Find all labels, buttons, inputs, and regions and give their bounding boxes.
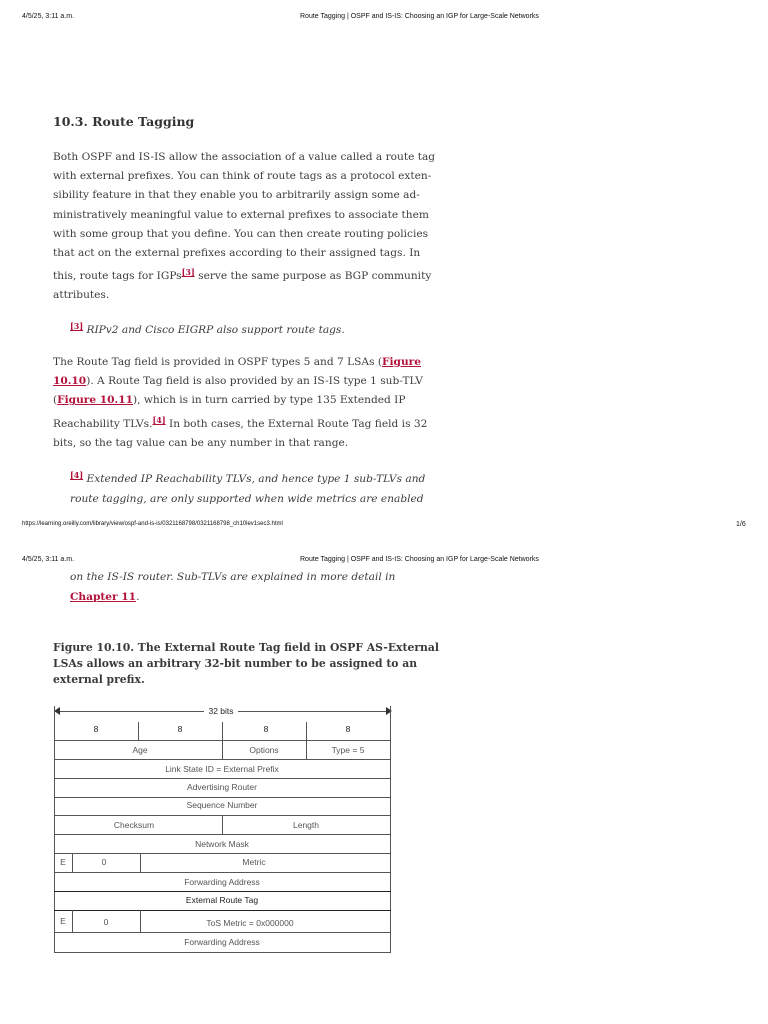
text-line: with external prefixes. You can think of route tags as a protocol exten-: [53, 170, 432, 183]
text-line: this, route tags for IGPs[3] serve the same purpose as BGP community: [53, 267, 432, 283]
col-divider: [72, 910, 73, 932]
text-line: Reachability TLVs.[4] In both cases, the External Route Tag field is 32: [53, 414, 428, 430]
text-line: bits, so the tag value can be any number in that range.: [53, 436, 349, 449]
field-metric: Metric: [242, 857, 266, 867]
text-line: The Route Tag field is provided in OSPF types 5 and 7 LSAs (Figure: [53, 356, 421, 368]
octet-tick: [138, 722, 139, 740]
figure-caption: Figure 10.10. The External Route Tag field in OSPF AS-External LSAs allows an arbitrary 32-bit number to be assigned to an external prefix.: [53, 641, 439, 686]
octet-tick: [306, 722, 307, 740]
width-label: 32 bits: [208, 706, 234, 716]
col-divider: [306, 740, 307, 759]
row-divider: [54, 778, 391, 779]
width-arrow-left-line: [58, 711, 204, 712]
bracket-right: [390, 706, 391, 740]
field-type: Type = 5: [331, 745, 365, 755]
field-sequence-number: Sequence Number: [186, 800, 258, 810]
field-link-state-id: Link State ID = External Prefix: [165, 764, 279, 774]
bracket-left: [54, 706, 55, 740]
print-header-date: 4/5/25, 3:11 a.m.: [22, 13, 75, 20]
row-divider: [54, 910, 391, 911]
octet-label: 8: [93, 724, 99, 734]
print-footer-url: https://learning.oreilly.com/library/view/ospf-and-is-is/0321168798/0321168798_ch10lev1sec3.html: [22, 521, 283, 527]
row-divider: [54, 797, 391, 798]
col-divider: [140, 853, 141, 872]
text-line: sibility feature in that they enable you to arbitrarily assign some ad-: [53, 189, 420, 202]
footnote-3-backlink[interactable]: [3]: [70, 321, 84, 331]
row-divider: [54, 759, 391, 760]
section-title: 10.3. Route Tagging: [53, 114, 195, 129]
field-length: Length: [293, 820, 319, 830]
col-divider: [72, 853, 73, 872]
field-tos-metric: ToS Metric = 0x000000: [206, 918, 294, 928]
arrow-right-icon: [386, 707, 392, 715]
field-external-route-tag: External Route Tag: [185, 895, 259, 905]
print-header-title: Route Tagging | OSPF and IS-IS: Choosing an IGP for Large-Scale Networks: [300, 13, 539, 20]
text-line: attributes.: [53, 289, 110, 302]
text-line: 10.10). A Route Tag field is also provided by an IS-IS type 1 sub-TLV: [53, 375, 423, 388]
col-divider: [222, 815, 223, 834]
row-divider: [54, 891, 391, 892]
field-network-mask: Network Mask: [195, 839, 249, 849]
col-divider: [222, 740, 223, 759]
text-line: Both OSPF and IS-IS allow the association of a value called a route tag: [53, 151, 436, 163]
field-zero: 0: [103, 917, 109, 927]
field-forwarding-address: Forwarding Address: [184, 877, 260, 887]
figure-10-11-link[interactable]: Figure 10.11: [57, 394, 133, 407]
chapter-11-link[interactable]: Chapter 11: [70, 590, 137, 603]
text-line: ministratively meaningful value to external prefixes to associate them: [53, 208, 429, 221]
text-line: that act on the external prefixes according to their assigned tags. In: [53, 247, 421, 260]
col-divider: [140, 910, 141, 932]
field-checksum: Checksum: [113, 820, 155, 830]
octet-label: 8: [345, 724, 351, 734]
field-age: Age: [132, 745, 148, 755]
octet-label: 8: [263, 724, 269, 734]
figure-10-10-link[interactable]: Figure: [382, 356, 421, 368]
row-divider: [54, 834, 391, 835]
footnote-4-continued: on the IS-IS router. Sub-TLVs are explained in more detail in Chapter 11.: [70, 571, 396, 603]
paragraph-route-tags-intro: [53, 148, 435, 306]
octet-tick: [222, 722, 223, 740]
print-header-date: 4/5/25, 3:11 a.m.: [22, 556, 75, 563]
field-advertising-router: Advertising Router: [187, 782, 257, 792]
ospf-as-external-lsa-diagram: [54, 704, 392, 954]
footnote-ref-3[interactable]: [3]: [181, 267, 195, 278]
row-divider: [54, 853, 391, 854]
footnote-4: [4] Extended IP Reachability TLVs, and hence type 1 sub-TLVs and route tagging, are only supported when wide metrics are enabled: [70, 470, 426, 505]
print-header-title: Route Tagging | OSPF and IS-IS: Choosing an IGP for Large-Scale Networks: [300, 556, 539, 563]
paragraph-route-tag-field: [53, 353, 427, 453]
footnote-4-backlink[interactable]: [4]: [70, 470, 84, 480]
field-e-bit: E: [60, 857, 66, 867]
figure-10-10-link-cont[interactable]: 10.10: [53, 375, 87, 388]
text-line: (Figure 10.11), which is in turn carried by type 135 Extended IP: [53, 394, 406, 407]
footnote-ref-4[interactable]: [4]: [152, 414, 166, 425]
field-e-bit: E: [60, 916, 66, 926]
field-forwarding-address: Forwarding Address: [184, 937, 260, 947]
row-divider: [54, 872, 391, 873]
field-options: Options: [249, 745, 279, 755]
row-divider: [54, 932, 391, 933]
print-footer-page: 1/6: [736, 521, 746, 528]
text-line: with some group that you define. You can then create routing policies: [53, 227, 429, 240]
footnote-3: [3] RIPv2 and Cisco EIGRP also support route tags.: [70, 321, 345, 336]
field-zero: 0: [101, 857, 107, 867]
octet-label: 8: [177, 724, 183, 734]
width-arrow-right-line: [238, 711, 388, 712]
